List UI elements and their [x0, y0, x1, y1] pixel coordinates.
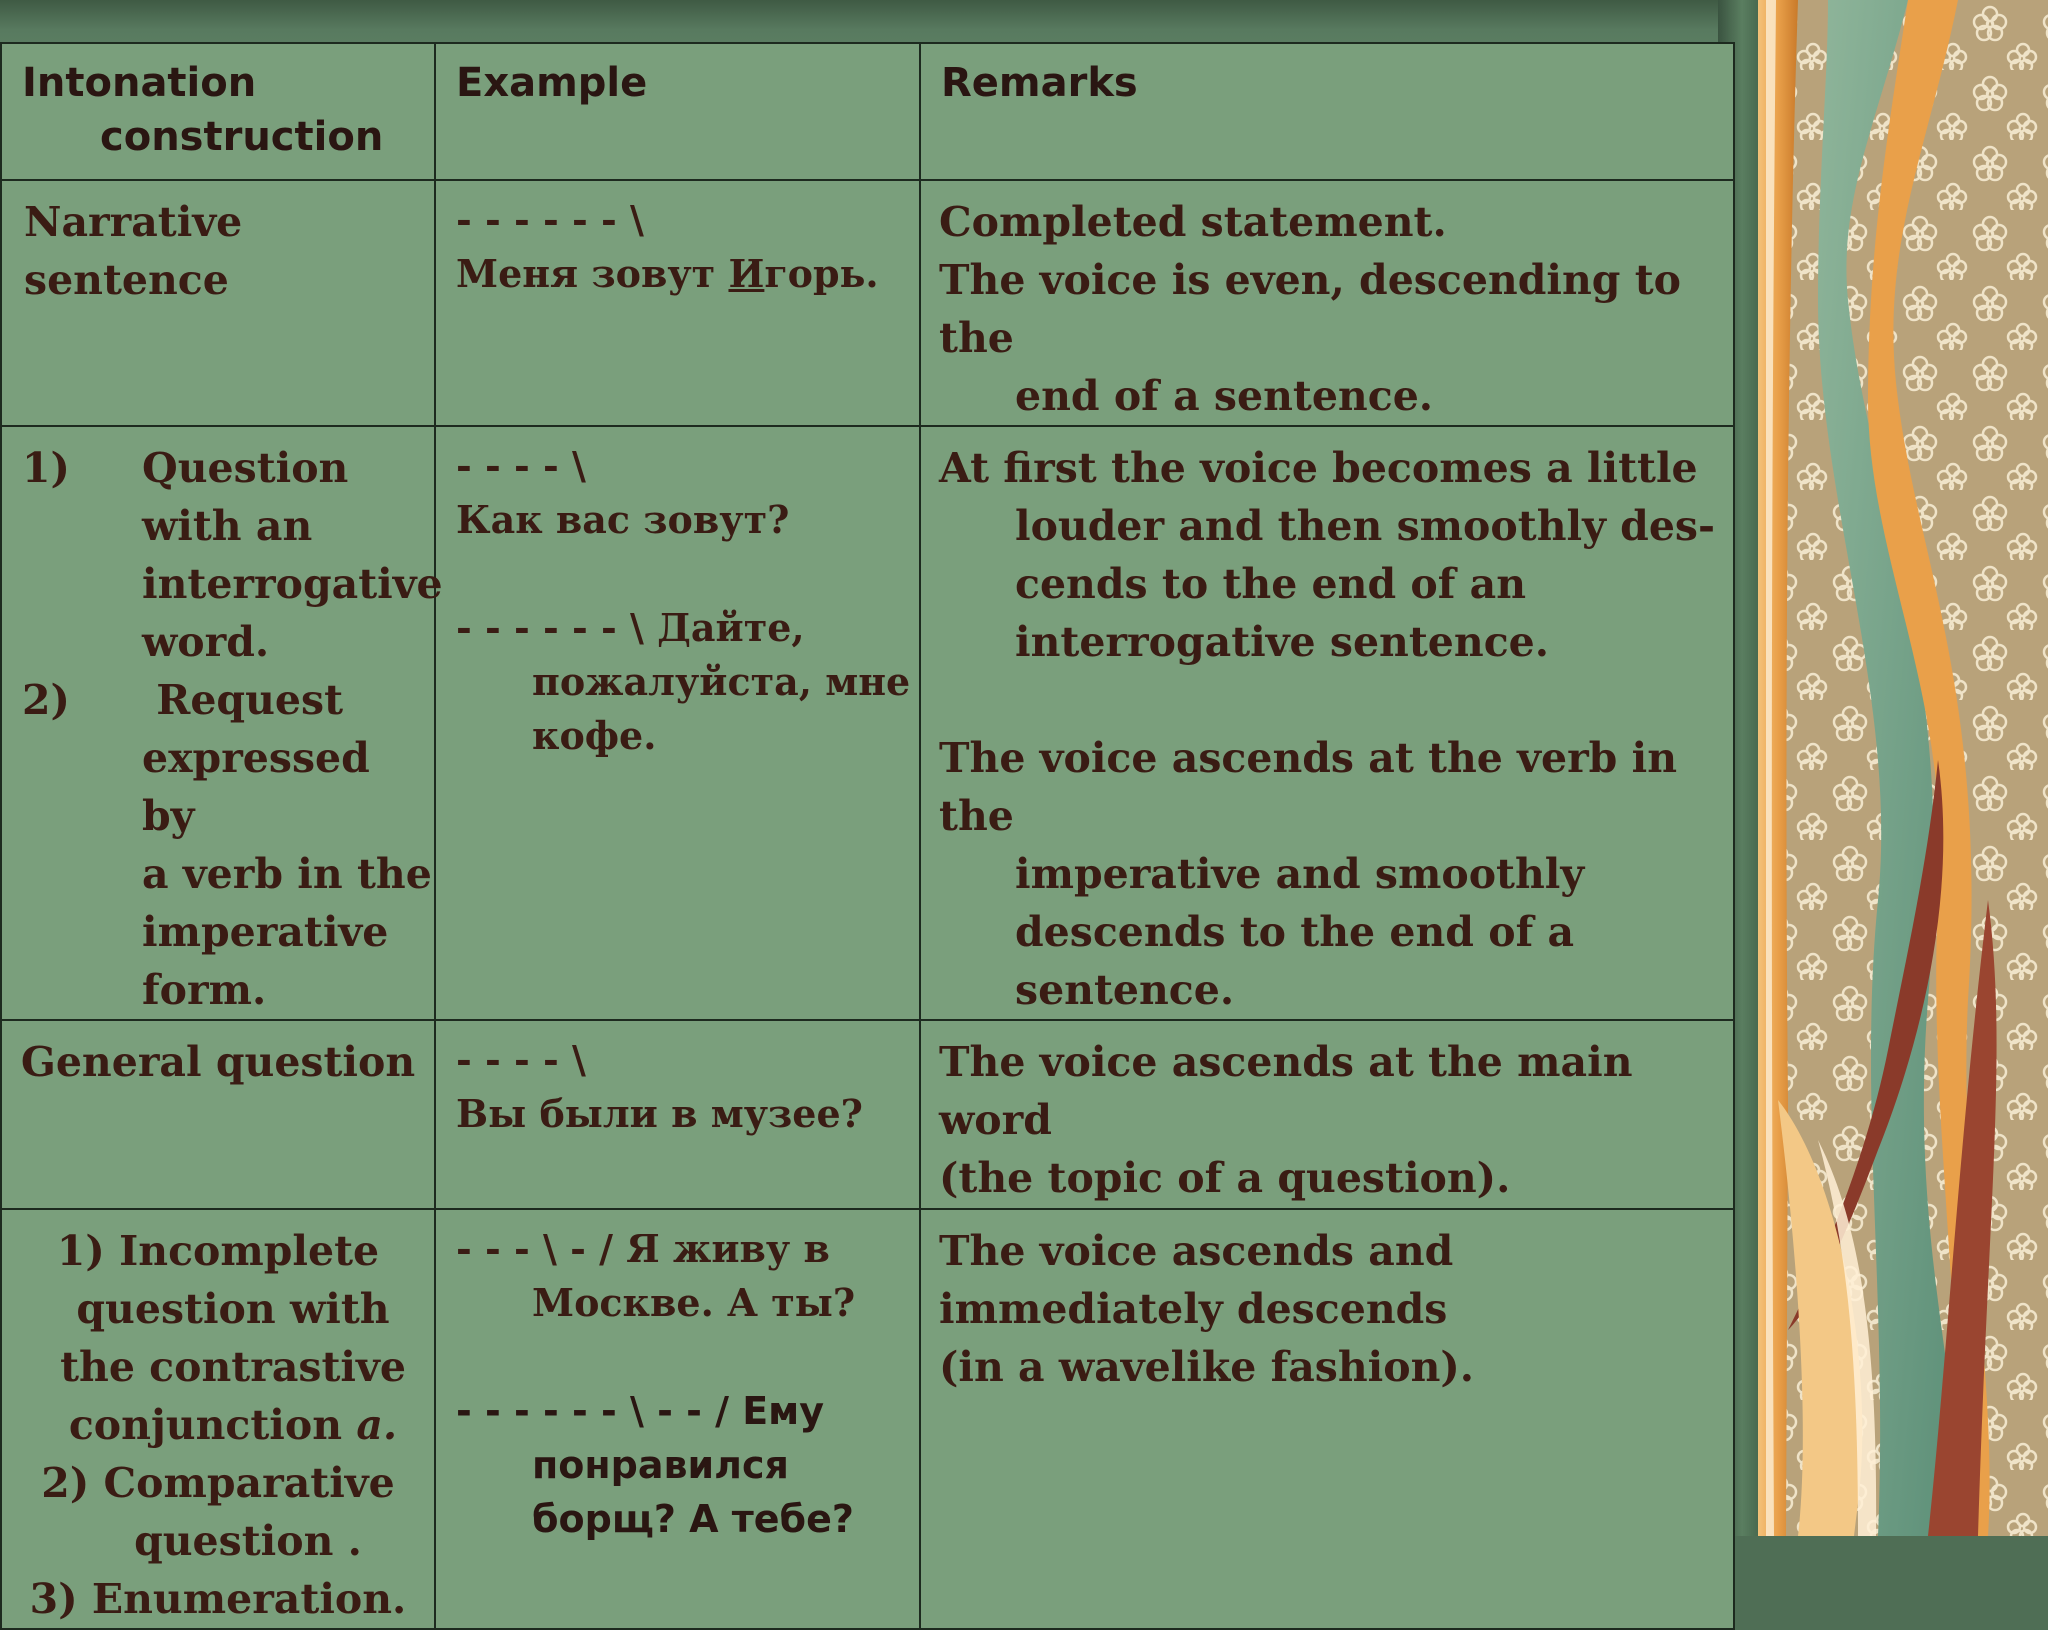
- construction-line: word.: [142, 618, 270, 666]
- remarks-line: At first the voice becomes a little: [939, 444, 1698, 492]
- table-row: [1, 1020, 1734, 1209]
- remarks-line: (the topic of a question).: [939, 1154, 1511, 1202]
- cell-construction: [1, 426, 443, 1020]
- cell-example: [435, 180, 920, 426]
- example-line: понравился: [532, 1443, 789, 1487]
- remarks-line: descends to the end of a sentence.: [1015, 908, 1575, 1014]
- example-sentence: Вы были в музее?: [456, 1091, 863, 1136]
- floral-ribbon-illustration: [1758, 0, 2048, 1536]
- table-row: [1, 1209, 1734, 1629]
- remarks-line: The voice ascends at the main word: [939, 1038, 1633, 1144]
- spacer: [456, 1330, 919, 1384]
- construction-line: Request: [142, 676, 344, 724]
- construction-text: conjunction: [68, 1401, 357, 1449]
- example-pattern: - - - - \: [456, 443, 586, 488]
- example-sentence: Как вас зовут?: [456, 497, 790, 542]
- construction-text: General question: [20, 1038, 416, 1086]
- item-number: 1): [22, 444, 70, 492]
- remarks-line: cends to the end of an: [1015, 560, 1527, 608]
- construction-line: a verb in the: [142, 850, 432, 898]
- example-pattern: - - - - - - \: [456, 197, 644, 242]
- remarks-line: interrogative sentence.: [1015, 618, 1550, 666]
- example-pre: Меня зовут: [456, 251, 729, 296]
- construction-line: 2) Comparative: [41, 1459, 395, 1507]
- construction-line: imperative: [142, 908, 389, 956]
- construction-line: question .: [134, 1517, 362, 1565]
- header-remarks-label: Remarks: [941, 60, 1138, 106]
- table-row: [1, 426, 1734, 1020]
- cell-remarks: [920, 180, 1734, 426]
- conjunction-italic: a.: [356, 1401, 398, 1449]
- spacer: [456, 547, 919, 601]
- construction-line: 3) Enumeration.: [29, 1575, 407, 1623]
- example-line: Москве. А ты?: [532, 1280, 856, 1325]
- cell-remarks: [920, 1020, 1734, 1209]
- cell-example: [435, 1020, 920, 1209]
- cell-remarks: [920, 426, 1734, 1020]
- construction-item-1: [22, 439, 443, 671]
- example-pattern: - - - - \: [456, 1037, 586, 1082]
- example-sentence: кофе.: [532, 713, 657, 758]
- construction-line: the contrastive: [60, 1343, 406, 1391]
- remarks-line: Completed statement.: [939, 198, 1447, 246]
- construction-line: expressed by: [142, 734, 370, 840]
- example-line: борщ? А тебе?: [532, 1497, 854, 1541]
- table-row: [1, 180, 1734, 426]
- construction-line: 1) Incomplete: [56, 1227, 380, 1275]
- example-stressed-letter: И: [728, 251, 765, 296]
- cell-example: [435, 426, 920, 1020]
- header-intonation-line1: Intonation: [22, 60, 257, 106]
- construction-line: [2, 1396, 434, 1454]
- construction-line: with an: [142, 502, 313, 550]
- header-remarks: [920, 43, 1734, 180]
- cell-remarks: [920, 1209, 1734, 1629]
- remarks-line: imperative and smoothly: [1015, 850, 1585, 898]
- construction-text: Narrative sentence: [24, 198, 243, 304]
- example-line: - - - \ - / Я живу в: [456, 1226, 830, 1271]
- decorative-ribbon-panel: [1758, 0, 2048, 1536]
- example-pattern: - - - - - - \ Дайте,: [456, 605, 805, 650]
- cell-example: [435, 1209, 920, 1629]
- remarks-line: end of a sentence.: [1015, 372, 1434, 420]
- header-intonation-line2: construction: [100, 114, 384, 160]
- header-example: [435, 43, 920, 180]
- example-sentence: [456, 247, 919, 301]
- intonation-table: [0, 42, 1735, 1630]
- remarks-line: The voice ascends at the verb in the: [939, 734, 1677, 840]
- header-intonation-construction: [1, 43, 435, 180]
- cell-construction: [1, 1020, 435, 1209]
- remarks-line: The voice ascends and: [939, 1227, 1454, 1275]
- remarks-line: immediately descends: [939, 1285, 1448, 1333]
- remarks-line: (in a wavelike fashion).: [939, 1343, 1475, 1391]
- construction-item-2: [22, 671, 434, 1019]
- cell-construction: [1, 180, 435, 426]
- spacer: [939, 671, 1733, 729]
- cell-construction: [1, 1209, 435, 1629]
- table-header-row: [1, 43, 1734, 180]
- example-line: - - - - - - \ - - / Ему: [456, 1389, 825, 1433]
- construction-line: question with: [76, 1285, 390, 1333]
- construction-line: interrogative: [142, 560, 443, 608]
- header-example-label: Example: [456, 60, 648, 106]
- example-sentence: пожалуйста, мне: [532, 659, 911, 704]
- item-number: 2): [22, 676, 70, 724]
- remarks-line: The voice is even, descending to the: [939, 256, 1682, 362]
- remarks-line: louder and then smoothly des-: [1015, 502, 1716, 550]
- example-post: горь.: [764, 251, 879, 296]
- construction-line: Question: [142, 444, 349, 492]
- construction-line: form.: [142, 966, 267, 1014]
